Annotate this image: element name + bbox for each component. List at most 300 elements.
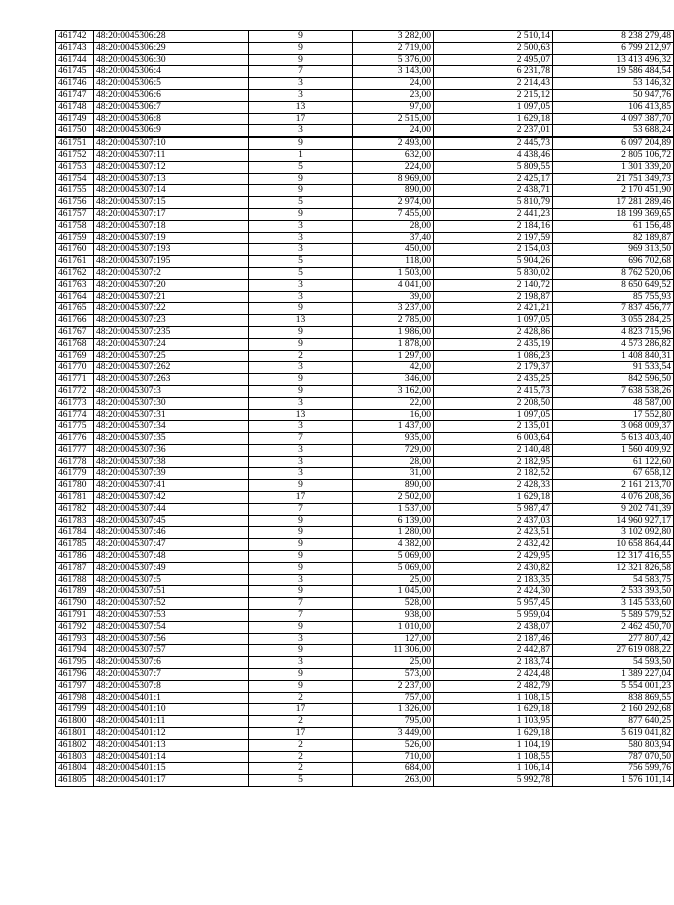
specific-value: 2 415,73 — [434, 385, 553, 397]
specific-value: 2 423,51 — [434, 527, 553, 539]
cadastral-value: 1 560 409,92 — [553, 444, 674, 456]
table-row — [56, 657, 674, 669]
row-id: 461751 — [56, 137, 94, 149]
table-row — [56, 350, 674, 362]
specific-value: 2 182,95 — [434, 456, 553, 468]
cadastral-number: 48:20:0045306:9 — [94, 125, 249, 137]
group-number: 2 — [249, 350, 353, 362]
group-number: 3 — [249, 125, 353, 137]
group-number: 3 — [249, 574, 353, 586]
specific-value: 2 510,14 — [434, 31, 553, 43]
group-number: 5 — [249, 267, 353, 279]
specific-value: 2 208,50 — [434, 397, 553, 409]
cadastral-value: 5 589 579,52 — [553, 610, 674, 622]
group-number: 13 — [249, 409, 353, 421]
specific-value: 2 437,03 — [434, 515, 553, 527]
cadastral-number: 48:20:0045307:14 — [94, 185, 249, 197]
area: 526,00 — [353, 739, 434, 751]
area: 710,00 — [353, 751, 434, 763]
group-number: 9 — [249, 515, 353, 527]
area: 2 237,00 — [353, 680, 434, 692]
group-number: 3 — [249, 232, 353, 244]
group-number: 9 — [249, 208, 353, 220]
specific-value: 6 003,64 — [434, 433, 553, 445]
group-number: 2 — [249, 739, 353, 751]
group-number: 3 — [249, 89, 353, 101]
group-number: 7 — [249, 610, 353, 622]
specific-value: 2 424,30 — [434, 586, 553, 598]
specific-value: 5 992,78 — [434, 775, 553, 787]
row-id: 461760 — [56, 244, 94, 256]
cadastral-value: 8 762 520,06 — [553, 267, 674, 279]
row-id: 461790 — [56, 598, 94, 610]
area: 5 069,00 — [353, 551, 434, 563]
area: 1 326,00 — [353, 704, 434, 716]
area: 7 455,00 — [353, 208, 434, 220]
cadastral-number: 48:20:0045307:30 — [94, 397, 249, 409]
row-id: 461787 — [56, 562, 94, 574]
area: 1 878,00 — [353, 338, 434, 350]
row-id: 461776 — [56, 433, 94, 445]
table-row — [56, 303, 674, 315]
table-row — [56, 197, 674, 209]
specific-value: 1 108,15 — [434, 692, 553, 704]
row-id: 461766 — [56, 315, 94, 327]
specific-value: 1 108,55 — [434, 751, 553, 763]
area: 450,00 — [353, 244, 434, 256]
area: 528,00 — [353, 598, 434, 610]
area: 2 515,00 — [353, 113, 434, 125]
specific-value: 2 495,07 — [434, 54, 553, 66]
cadastral-value: 48 587,00 — [553, 397, 674, 409]
group-number: 9 — [249, 173, 353, 185]
row-id: 461800 — [56, 716, 94, 728]
cadastral-number: 48:20:0045306:30 — [94, 54, 249, 66]
row-id: 461743 — [56, 42, 94, 54]
area: 1 437,00 — [353, 421, 434, 433]
group-number: 3 — [249, 456, 353, 468]
row-id: 461797 — [56, 680, 94, 692]
cadastral-number: 48:20:0045307:263 — [94, 374, 249, 386]
cadastral-number: 48:20:0045306:28 — [94, 31, 249, 43]
cadastral-value: 13 413 496,32 — [553, 54, 674, 66]
table-row — [56, 775, 674, 787]
specific-value: 5 809,55 — [434, 161, 553, 173]
group-number: 5 — [249, 256, 353, 268]
cadastral-number: 48:20:0045307:20 — [94, 279, 249, 291]
cadastral-number: 48:20:0045307:34 — [94, 421, 249, 433]
row-id: 461762 — [56, 267, 94, 279]
row-id: 461755 — [56, 185, 94, 197]
specific-value: 2 182,52 — [434, 468, 553, 480]
specific-value: 2 183,35 — [434, 574, 553, 586]
row-id: 461802 — [56, 739, 94, 751]
group-number: 2 — [249, 716, 353, 728]
row-id: 461742 — [56, 31, 94, 43]
cadastral-number: 48:20:0045307:19 — [94, 232, 249, 244]
area: 11 306,00 — [353, 645, 434, 657]
group-number: 3 — [249, 397, 353, 409]
cadastral-value: 2 161 213,70 — [553, 480, 674, 492]
table-body — [56, 31, 674, 787]
specific-value: 1 629,18 — [434, 492, 553, 504]
row-id: 461747 — [56, 89, 94, 101]
row-id: 461745 — [56, 66, 94, 78]
group-number: 9 — [249, 303, 353, 315]
cadastral-number: 48:20:0045401:13 — [94, 739, 249, 751]
row-id: 461789 — [56, 586, 94, 598]
row-id: 461744 — [56, 54, 94, 66]
table-row — [56, 31, 674, 43]
cadastral-value: 1 301 339,20 — [553, 161, 674, 173]
table-row — [56, 185, 674, 197]
area: 2 493,00 — [353, 137, 434, 149]
cadastral-value: 5 619 041,82 — [553, 728, 674, 740]
table-row — [56, 751, 674, 763]
cadastral-number: 48:20:0045401:12 — [94, 728, 249, 740]
cadastral-value: 4 823 715,96 — [553, 326, 674, 338]
row-id: 461769 — [56, 350, 94, 362]
area: 3 237,00 — [353, 303, 434, 315]
cadastral-number: 48:20:0045307:48 — [94, 551, 249, 563]
specific-value: 5 904,26 — [434, 256, 553, 268]
specific-value: 2 438,71 — [434, 185, 553, 197]
area: 1 010,00 — [353, 621, 434, 633]
cadastral-value: 5 554 001,23 — [553, 680, 674, 692]
specific-value: 2 438,07 — [434, 621, 553, 633]
area: 37,40 — [353, 232, 434, 244]
area: 24,00 — [353, 125, 434, 137]
table-row — [56, 739, 674, 751]
cadastral-number: 48:20:0045307:18 — [94, 220, 249, 232]
table-row — [56, 480, 674, 492]
area: 8 969,00 — [353, 173, 434, 185]
cadastral-value: 842 596,50 — [553, 374, 674, 386]
specific-value: 2 197,59 — [434, 232, 553, 244]
row-id: 461792 — [56, 621, 94, 633]
table-row — [56, 42, 674, 54]
row-id: 461778 — [56, 456, 94, 468]
table-row — [56, 433, 674, 445]
cadastral-value: 2 462 450,70 — [553, 621, 674, 633]
cadastral-value: 969 313,50 — [553, 244, 674, 256]
row-id: 461765 — [56, 303, 94, 315]
cadastral-number: 48:20:0045307:262 — [94, 362, 249, 374]
group-number: 9 — [249, 621, 353, 633]
area: 3 162,00 — [353, 385, 434, 397]
group-number: 17 — [249, 728, 353, 740]
specific-value: 2 445,73 — [434, 137, 553, 149]
cadastral-value: 696 702,68 — [553, 256, 674, 268]
area: 4 382,00 — [353, 539, 434, 551]
specific-value: 1 097,05 — [434, 409, 553, 421]
area: 4 041,00 — [353, 279, 434, 291]
specific-value: 1 104,19 — [434, 739, 553, 751]
area: 757,00 — [353, 692, 434, 704]
specific-value: 6 231,78 — [434, 66, 553, 78]
cadastral-number: 48:20:0045306:7 — [94, 101, 249, 113]
cadastral-value: 54 583,75 — [553, 574, 674, 586]
group-number: 2 — [249, 692, 353, 704]
area: 1 297,00 — [353, 350, 434, 362]
cadastral-number: 48:20:0045401:15 — [94, 763, 249, 775]
row-id: 461775 — [56, 421, 94, 433]
cadastral-value: 580 803,94 — [553, 739, 674, 751]
cadastral-value: 787 070,50 — [553, 751, 674, 763]
area: 16,00 — [353, 409, 434, 421]
row-id: 461782 — [56, 503, 94, 515]
group-number: 9 — [249, 338, 353, 350]
row-id: 461779 — [56, 468, 94, 480]
table-row — [56, 397, 674, 409]
table-row — [56, 208, 674, 220]
area: 5 069,00 — [353, 562, 434, 574]
specific-value: 2 184,16 — [434, 220, 553, 232]
row-id: 461773 — [56, 397, 94, 409]
cadastral-number: 48:20:0045307:22 — [94, 303, 249, 315]
specific-value: 5 810,79 — [434, 197, 553, 209]
row-id: 461764 — [56, 291, 94, 303]
cadastral-number: 48:20:0045306:8 — [94, 113, 249, 125]
table-row — [56, 586, 674, 598]
table-row — [56, 574, 674, 586]
cadastral-value: 7 837 456,77 — [553, 303, 674, 315]
cadastral-number: 48:20:0045307:12 — [94, 161, 249, 173]
area: 24,00 — [353, 78, 434, 90]
table-row — [56, 456, 674, 468]
cadastral-number: 48:20:0045307:235 — [94, 326, 249, 338]
cadastral-value: 7 638 538,26 — [553, 385, 674, 397]
specific-value: 1 106,14 — [434, 763, 553, 775]
table-row — [56, 539, 674, 551]
group-number: 13 — [249, 315, 353, 327]
row-id: 461803 — [56, 751, 94, 763]
specific-value: 2 424,48 — [434, 669, 553, 681]
specific-value: 2 154,03 — [434, 244, 553, 256]
row-id: 461763 — [56, 279, 94, 291]
table-row — [56, 716, 674, 728]
cadastral-number: 48:20:0045307:2 — [94, 267, 249, 279]
cadastral-number: 48:20:0045401:10 — [94, 704, 249, 716]
cadastral-value: 3 145 533,60 — [553, 598, 674, 610]
table-row — [56, 385, 674, 397]
group-number: 3 — [249, 421, 353, 433]
table-row — [56, 704, 674, 716]
cadastral-value: 85 755,93 — [553, 291, 674, 303]
table-row — [56, 468, 674, 480]
row-id: 461796 — [56, 669, 94, 681]
group-number: 3 — [249, 220, 353, 232]
row-id: 461770 — [56, 362, 94, 374]
specific-value: 2 482,79 — [434, 680, 553, 692]
table-row — [56, 137, 674, 149]
specific-value: 1 097,05 — [434, 101, 553, 113]
cadastral-number: 48:20:0045307:39 — [94, 468, 249, 480]
area: 127,00 — [353, 633, 434, 645]
row-id: 461757 — [56, 208, 94, 220]
area: 6 139,00 — [353, 515, 434, 527]
group-number: 9 — [249, 539, 353, 551]
cadastral-value: 4 076 208,36 — [553, 492, 674, 504]
cadastral-value: 50 947,76 — [553, 89, 674, 101]
specific-value: 2 432,42 — [434, 539, 553, 551]
row-id: 461753 — [56, 161, 94, 173]
specific-value: 2 421,21 — [434, 303, 553, 315]
table-row — [56, 220, 674, 232]
cadastral-value: 5 613 403,40 — [553, 433, 674, 445]
table-row — [56, 527, 674, 539]
row-id: 461749 — [56, 113, 94, 125]
row-id: 461754 — [56, 173, 94, 185]
group-number: 3 — [249, 291, 353, 303]
table-row — [56, 515, 674, 527]
specific-value: 1 086,23 — [434, 350, 553, 362]
cadastral-value: 54 593,50 — [553, 657, 674, 669]
table-row — [56, 763, 674, 775]
table-row — [56, 113, 674, 125]
specific-value: 1 629,18 — [434, 728, 553, 740]
row-id: 461758 — [56, 220, 94, 232]
table-row — [56, 279, 674, 291]
row-id: 461804 — [56, 763, 94, 775]
specific-value: 2 441,23 — [434, 208, 553, 220]
area: 684,00 — [353, 763, 434, 775]
area: 39,00 — [353, 291, 434, 303]
group-number: 1 — [249, 149, 353, 161]
specific-value: 2 183,74 — [434, 657, 553, 669]
area: 263,00 — [353, 775, 434, 787]
cadastral-value: 17 552,80 — [553, 409, 674, 421]
row-id: 461777 — [56, 444, 94, 456]
cadastral-number: 48:20:0045306:5 — [94, 78, 249, 90]
row-id: 461756 — [56, 197, 94, 209]
row-id: 461752 — [56, 149, 94, 161]
group-number: 9 — [249, 31, 353, 43]
area: 3 282,00 — [353, 31, 434, 43]
area: 3 449,00 — [353, 728, 434, 740]
area: 890,00 — [353, 185, 434, 197]
cadastral-number: 48:20:0045307:57 — [94, 645, 249, 657]
cadastral-value: 17 281 289,46 — [553, 197, 674, 209]
specific-value: 2 135,01 — [434, 421, 553, 433]
row-id: 461746 — [56, 78, 94, 90]
row-id: 461785 — [56, 539, 94, 551]
table-row — [56, 503, 674, 515]
table-row — [56, 78, 674, 90]
table-row — [56, 409, 674, 421]
cadastral-value: 61 156,48 — [553, 220, 674, 232]
cadastral-number: 48:20:0045307:193 — [94, 244, 249, 256]
specific-value: 2 435,19 — [434, 338, 553, 350]
group-number: 7 — [249, 598, 353, 610]
specific-value: 2 429,95 — [434, 551, 553, 563]
group-number: 5 — [249, 161, 353, 173]
area: 729,00 — [353, 444, 434, 456]
cadastral-number: 48:20:0045306:6 — [94, 89, 249, 101]
group-number: 3 — [249, 244, 353, 256]
area: 2 974,00 — [353, 197, 434, 209]
row-id: 461805 — [56, 775, 94, 787]
cadastral-value: 12 317 416,55 — [553, 551, 674, 563]
cadastral-value: 53 688,24 — [553, 125, 674, 137]
cadastral-number: 48:20:0045306:4 — [94, 66, 249, 78]
group-number: 2 — [249, 763, 353, 775]
cadastral-number: 48:20:0045307:42 — [94, 492, 249, 504]
specific-value: 2 500,63 — [434, 42, 553, 54]
row-id: 461794 — [56, 645, 94, 657]
table-row — [56, 256, 674, 268]
cadastral-number: 48:20:0045307:35 — [94, 433, 249, 445]
group-number: 3 — [249, 362, 353, 374]
specific-value: 1 629,18 — [434, 113, 553, 125]
area: 42,00 — [353, 362, 434, 374]
table-row — [56, 692, 674, 704]
cadastral-value: 18 199 369,65 — [553, 208, 674, 220]
cadastral-value: 8 238 279,48 — [553, 31, 674, 43]
cadastral-value: 6 799 212,97 — [553, 42, 674, 54]
cadastral-value: 19 586 484,54 — [553, 66, 674, 78]
group-number: 7 — [249, 66, 353, 78]
area: 2 785,00 — [353, 315, 434, 327]
area: 795,00 — [353, 716, 434, 728]
table-row — [56, 338, 674, 350]
table-row — [56, 633, 674, 645]
group-number: 3 — [249, 468, 353, 480]
row-id: 461788 — [56, 574, 94, 586]
cadastral-value: 2 533 393,50 — [553, 586, 674, 598]
row-id: 461801 — [56, 728, 94, 740]
row-id: 461774 — [56, 409, 94, 421]
cadastral-value: 3 055 284,25 — [553, 315, 674, 327]
cadastral-value: 4 097 387,70 — [553, 113, 674, 125]
specific-value: 2 140,72 — [434, 279, 553, 291]
group-number: 9 — [249, 527, 353, 539]
table-row — [56, 621, 674, 633]
group-number: 9 — [249, 54, 353, 66]
cadastral-value: 91 533,54 — [553, 362, 674, 374]
cadastral-number: 48:20:0045307:51 — [94, 586, 249, 598]
cadastral-value: 838 869,55 — [553, 692, 674, 704]
specific-value: 2 140,48 — [434, 444, 553, 456]
group-number: 5 — [249, 197, 353, 209]
cadastral-number: 48:20:0045307:52 — [94, 598, 249, 610]
specific-value: 5 987,47 — [434, 503, 553, 515]
area: 23,00 — [353, 89, 434, 101]
table-row — [56, 326, 674, 338]
group-number: 5 — [249, 775, 353, 787]
area: 25,00 — [353, 574, 434, 586]
specific-value: 2 237,01 — [434, 125, 553, 137]
cadastral-number: 48:20:0045307:10 — [94, 137, 249, 149]
row-id: 461780 — [56, 480, 94, 492]
cadastral-value: 21 751 349,73 — [553, 173, 674, 185]
row-id: 461767 — [56, 326, 94, 338]
cadastral-value: 53 146,32 — [553, 78, 674, 90]
group-number: 17 — [249, 113, 353, 125]
cadastral-value: 6 097 204,89 — [553, 137, 674, 149]
group-number: 9 — [249, 645, 353, 657]
row-id: 461771 — [56, 374, 94, 386]
area: 573,00 — [353, 669, 434, 681]
area: 890,00 — [353, 480, 434, 492]
group-number: 9 — [249, 374, 353, 386]
area: 938,00 — [353, 610, 434, 622]
cadastral-value: 1 389 227,04 — [553, 669, 674, 681]
area: 224,00 — [353, 161, 434, 173]
table-row — [56, 421, 674, 433]
cadastral-number: 48:20:0045307:8 — [94, 680, 249, 692]
group-number: 17 — [249, 492, 353, 504]
